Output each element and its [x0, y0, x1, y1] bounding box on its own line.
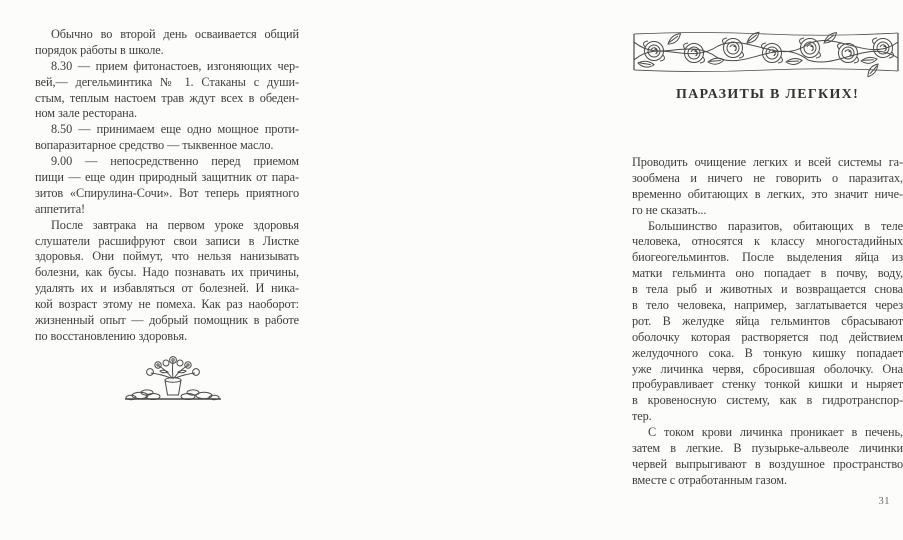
text-line: 8.50 — принимаем еще одно мощное проти-	[51, 122, 299, 137]
right-page-text	[632, 155, 903, 489]
text-line: 8.30 — прием фитонастоев, изгоняющих чер-	[51, 58, 299, 73]
text-line: пищи — еще один природный защитник от пара-	[35, 170, 299, 185]
text-line: здоровья. Они поймут, что нельзя нанизывать	[35, 249, 299, 264]
text-line: болезни, как бусы. Надо познавать их причины,	[35, 265, 299, 280]
text-line: Проводить очищение легких и всей системы га-	[632, 155, 903, 169]
text-line: червей выпрыгивают в воздушное пространство	[632, 456, 903, 471]
text-line: тер.	[632, 409, 652, 424]
text-line: зитов «Спирулина-Сочи». Вот теперь приятного	[35, 185, 299, 200]
text-line: вместе с отработанным газом.	[632, 472, 787, 487]
page-number: 31	[878, 496, 890, 507]
text-line: го не сказать...	[632, 202, 707, 217]
text-line: временно обитающих в легких, это значит ниче-	[632, 186, 903, 201]
text-line: жизненный опыт — добрый помощник в работе	[35, 313, 299, 328]
text-line: аппетита!	[35, 201, 86, 216]
text-line: порядок работы в школе.	[35, 42, 164, 57]
text-line: зообмена и ничего не говорить о паразитах,	[632, 170, 903, 185]
text-line: в кровеносную систему, как в гидротранспор-	[632, 393, 903, 408]
chapter-title: ПАРАЗИТЫ В ЛЕГКИХ!	[675, 87, 860, 102]
text-line: рот. В желудке яйца гельминтов сбрасывают	[632, 313, 903, 328]
text-line: затем в легкие. В пузырьке-альвеоле личинки	[632, 441, 903, 456]
text-line: Большинство паразитов, обитающих в теле	[648, 218, 903, 233]
text-line: матки гельминта оно попадает в почву, воду,	[632, 266, 903, 281]
text-line: биогеогельминтов. После выделения яйца из	[632, 250, 903, 265]
text-line: слушатели расшифруют свои записи в Листке	[35, 233, 299, 248]
text-line: желудочного сока. В тонкую кишку попадает	[632, 345, 903, 360]
text-line: Обычно во второй день осваивается общий	[51, 27, 299, 41]
text-line: ном зале ресторана.	[35, 106, 137, 121]
text-line: оболочку которая растворяется под действием	[632, 329, 903, 344]
text-line: по восстановлению здоровья.	[35, 328, 188, 343]
text-line: вопаразитарное средство — тыквенное масло.	[35, 138, 274, 153]
flower-vase-ornament-icon	[122, 354, 224, 404]
text-line: кой возраст этому не помеха. Как раз наоборот:	[35, 297, 299, 312]
text-line: После завтрака на первом уроке здоровья	[51, 217, 299, 232]
left-page	[0, 0, 310, 540]
text-line: стым, теплым настоем трав ждут всех в обеден-	[35, 90, 299, 105]
text-line: 9.00 — непосредственно перед приемом	[51, 154, 299, 169]
rose-garland-ornament-icon	[632, 30, 900, 74]
text-line: человека, относятся к классу многостадийных	[632, 234, 903, 249]
text-line: С током крови личинка проникает в печень,	[648, 425, 903, 440]
right-page	[310, 0, 903, 540]
text-line: удалять их и избавляться от болезней. И ника-	[35, 281, 299, 296]
text-line: в тело человека, например, заглатывается через	[632, 298, 903, 313]
text-line: вей,— дегельминтика № 1. Стаканы с души-	[35, 74, 299, 89]
text-line: пробуравливает стенку тонкой кишки и ныряет	[632, 377, 903, 392]
text-line: в тела рыб и животных и возвращается снова	[632, 282, 903, 297]
left-page-text	[35, 27, 299, 345]
text-line: уже личинка червя, сбросившая оболочку. Она	[632, 361, 903, 376]
